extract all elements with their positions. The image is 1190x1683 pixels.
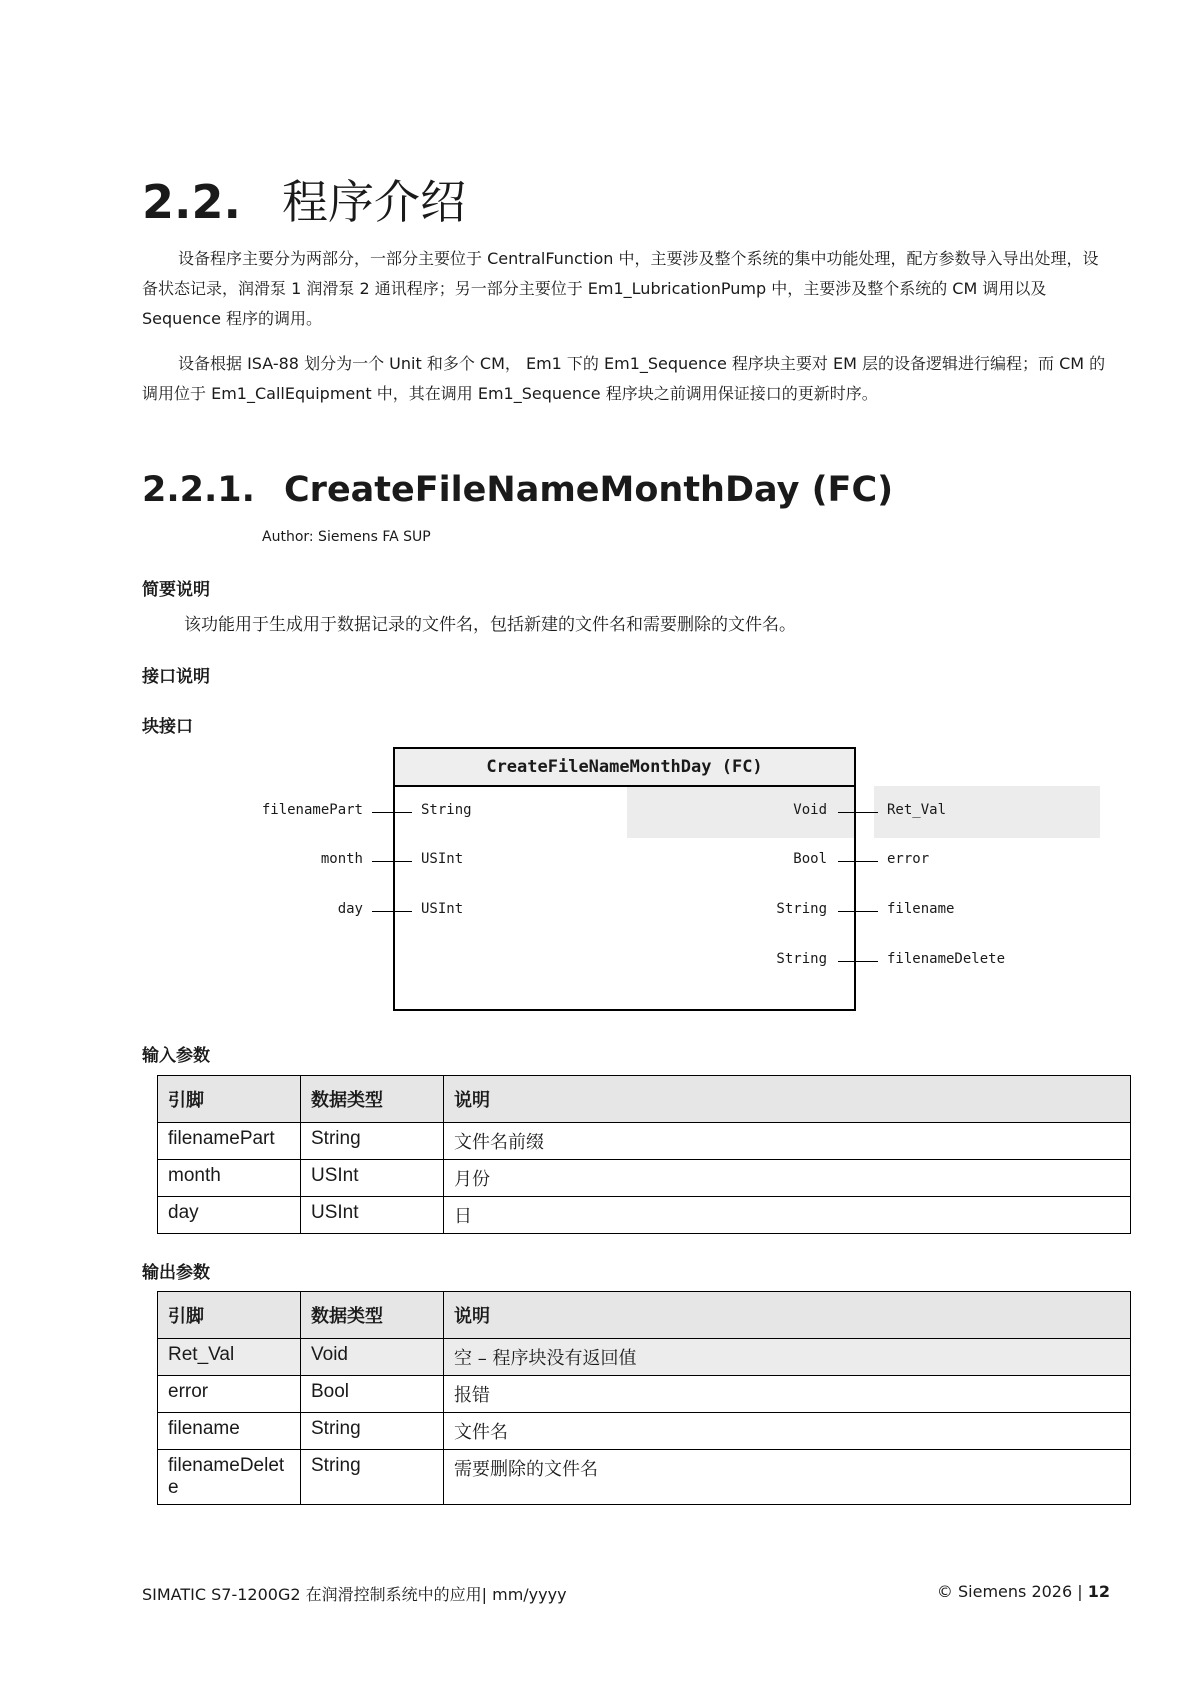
footer-copyright: © Siemens 2026 | <box>936 1582 1083 1601</box>
footer-right <box>937 1582 1110 1601</box>
header-type: 数据类型 <box>301 1076 444 1123</box>
cell-pin: filenameDelete <box>158 1450 301 1505</box>
header-desc: 说明 <box>444 1292 1131 1339</box>
cell-type: String <box>301 1123 444 1160</box>
cell-pin: error <box>158 1376 301 1413</box>
input-pin-line <box>372 812 412 813</box>
output-pin-type: Void <box>793 802 827 818</box>
label-brief: 简要说明 <box>142 580 210 600</box>
header-pin: 引脚 <box>158 1076 301 1123</box>
cell-type: USInt <box>301 1160 444 1197</box>
table-row <box>158 1376 1131 1413</box>
table-row <box>158 1123 1131 1160</box>
output-pin-type: Bool <box>793 851 827 867</box>
cell-desc: 文件名 <box>444 1413 1131 1450</box>
block-title: CreateFileNameMonthDay (FC) <box>393 747 856 787</box>
subsection-number: 2.2.1. <box>142 470 255 510</box>
table-row <box>158 1339 1131 1376</box>
cell-type: String <box>301 1413 444 1450</box>
cell-type: Bool <box>301 1376 444 1413</box>
output-pin-type: String <box>776 901 827 917</box>
table-header-row <box>158 1292 1131 1339</box>
input-table <box>157 1075 1131 1234</box>
footer-left: SIMATIC S7-1200G2 在润滑控制系统中的应用| mm/yyyy <box>142 1585 567 1604</box>
input-pin-type: String <box>421 802 472 818</box>
output-pin-name: filename <box>887 901 955 917</box>
brief-text: 该功能用于生成用于数据记录的文件名，包括新建的文件名和需要删除的文件名。 <box>184 615 796 635</box>
output-pin-name: error <box>887 851 930 867</box>
section-number: 2.2. <box>142 175 241 229</box>
output-pin-name: filenameDelete <box>887 951 1006 967</box>
cell-pin: filename <box>158 1413 301 1450</box>
subsection-heading <box>142 470 893 510</box>
cell-pin: filenamePart <box>158 1123 301 1160</box>
cell-desc: 报错 <box>444 1376 1131 1413</box>
cell-type: Void <box>301 1339 444 1376</box>
cell-desc: 日 <box>444 1197 1131 1234</box>
cell-pin: day <box>158 1197 301 1234</box>
paragraph-2: 设备根据 ISA-88 划分为一个 Unit 和多个 CM， Em1 下的 Em1_Sequence 程序块主要对 EM 层的设备逻辑进行编程；而 CM 的调用位于 Em1_CallEquipment 中，其在调用 Em1_Sequence 程序块之前调用保证接口的更新时序。 <box>142 354 1106 403</box>
input-pin-name: filenamePart <box>261 802 363 818</box>
table-row <box>158 1450 1131 1505</box>
section-title: 程序介绍 <box>282 175 466 229</box>
table-row <box>158 1413 1131 1450</box>
cell-type: String <box>301 1450 444 1505</box>
output-pin-type: String <box>776 951 827 967</box>
paragraph-1: 设备程序主要分为两部分，一部分主要位于 CentralFunction 中，主要涉及整个系统的集中功能处理，配方参数导入导出处理，设备状态记录，润滑泵 1 润滑泵 2 通讯程序；另一部分主要位于 Em1_LubricationPump 中，主要涉及整个系统的 CM 调用以及 Sequence 程序的调用。 <box>142 249 1099 328</box>
table-row <box>158 1160 1131 1197</box>
input-pin-type: USInt <box>421 901 464 917</box>
label-outputs: 输出参数 <box>142 1263 210 1283</box>
label-block-interface: 块接口 <box>142 717 193 737</box>
output-pin-line <box>838 812 878 813</box>
output-pin-name: Ret_Val <box>887 802 947 818</box>
cell-desc: 需要删除的文件名 <box>444 1450 1131 1505</box>
input-pin-line <box>372 861 412 862</box>
header-pin: 引脚 <box>158 1292 301 1339</box>
subsection-title: CreateFileNameMonthDay (FC) <box>284 470 894 510</box>
table-header-row <box>158 1076 1131 1123</box>
output-pin-line <box>838 961 878 962</box>
cell-type: USInt <box>301 1197 444 1234</box>
cell-desc: 月份 <box>444 1160 1131 1197</box>
label-interface: 接口说明 <box>142 667 210 687</box>
author-line: Author: Siemens FA SUP <box>262 529 431 545</box>
input-pin-line <box>372 911 412 912</box>
input-pin-name: month <box>320 851 363 867</box>
input-pin-type: USInt <box>421 851 464 867</box>
output-table <box>157 1291 1131 1505</box>
header-desc: 说明 <box>444 1076 1131 1123</box>
table-row <box>158 1197 1131 1234</box>
label-inputs: 输入参数 <box>142 1046 210 1066</box>
section-heading <box>142 166 466 232</box>
header-type: 数据类型 <box>301 1292 444 1339</box>
input-pin-name: day <box>337 901 363 917</box>
cell-desc: 空 – 程序块没有返回值 <box>444 1339 1131 1376</box>
cell-pin: month <box>158 1160 301 1197</box>
cell-pin: Ret_Val <box>158 1339 301 1376</box>
output-pin-line <box>838 861 878 862</box>
cell-desc: 文件名前缀 <box>444 1123 1131 1160</box>
output-pin-line <box>838 911 878 912</box>
page-number: 12 <box>1087 1582 1110 1601</box>
